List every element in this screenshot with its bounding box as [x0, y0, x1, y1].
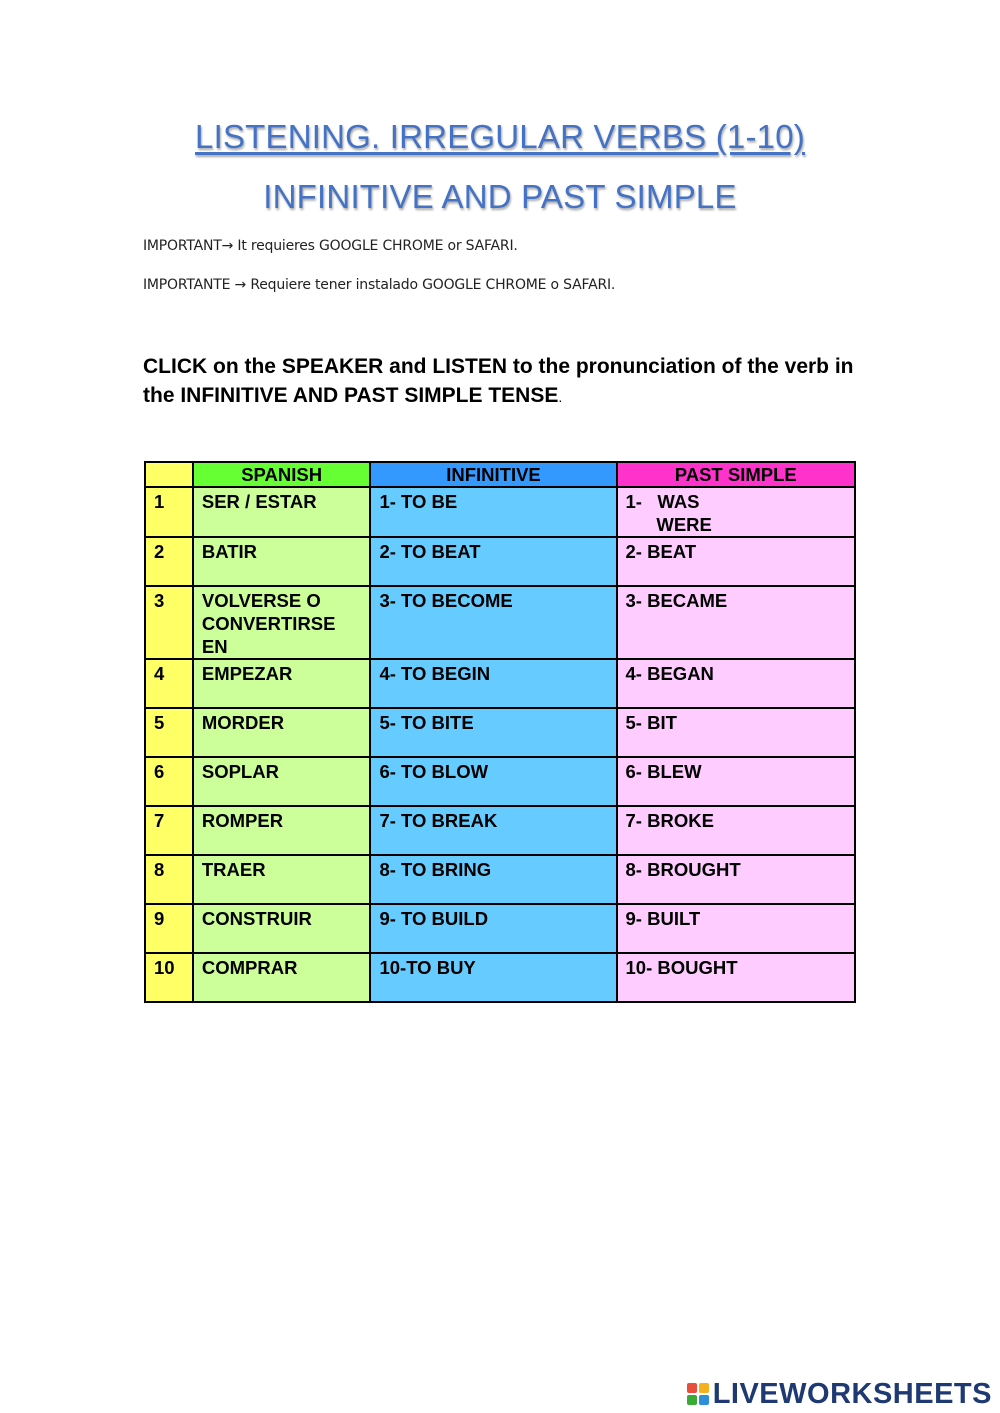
row-past-simple[interactable]: 10- BOUGHT	[617, 953, 855, 1002]
table-header-row	[145, 462, 855, 487]
row-past-simple[interactable]: 2- BEAT	[617, 537, 855, 586]
row-infinitive[interactable]: 5- TO BITE	[370, 708, 616, 757]
row-infinitive[interactable]: 7- TO BREAK	[370, 806, 616, 855]
row-spanish: CONSTRUIR	[193, 904, 371, 953]
row-past-simple[interactable]: 7- BROKE	[617, 806, 855, 855]
table-row	[145, 855, 855, 904]
row-infinitive[interactable]: 2- TO BEAT	[370, 537, 616, 586]
browser-note-spanish: IMPORTANTE → Requiere tener instalado GOOGLE CHROME o SAFARI.	[143, 277, 616, 293]
table-row	[145, 708, 855, 757]
row-spanish: SER / ESTAR	[193, 487, 371, 537]
row-spanish: BATIR	[193, 537, 371, 586]
row-number: 10	[145, 953, 193, 1002]
row-infinitive[interactable]: 4- TO BEGIN	[370, 659, 616, 708]
row-infinitive[interactable]: 1- TO BE	[370, 487, 616, 537]
row-past-simple[interactable]: 9- BUILT	[617, 904, 855, 953]
table-row	[145, 487, 855, 537]
page-title: LISTENING. IRREGULAR VERBS (1-10)	[195, 118, 805, 155]
liveworksheets-logo-text: LIVEWORKSHEETS	[712, 1377, 992, 1410]
header-spanish: SPANISH	[193, 462, 371, 487]
browser-note-english: IMPORTANT→ It requieres GOOGLE CHROME or SAFARI.	[143, 238, 518, 254]
row-spanish: MORDER	[193, 708, 371, 757]
instruction-body: CLICK on the SPEAKER and LISTEN to the pronunciation of the verb in the INFINITIVE AND PAST SIMPLE TENSE	[143, 355, 854, 407]
row-number: 3	[145, 586, 193, 659]
row-infinitive[interactable]: 10-TO BUY	[370, 953, 616, 1002]
row-past-simple[interactable]: 8- BROUGHT	[617, 855, 855, 904]
header-infinitive: INFINITIVE	[370, 462, 616, 487]
row-infinitive[interactable]: 9- TO BUILD	[370, 904, 616, 953]
row-number: 1	[145, 487, 193, 537]
row-number: 6	[145, 757, 193, 806]
table-row	[145, 586, 855, 659]
table-row	[145, 757, 855, 806]
row-spanish: SOPLAR	[193, 757, 371, 806]
table-row	[145, 953, 855, 1002]
instruction-end: .	[558, 389, 563, 405]
table-row	[145, 806, 855, 855]
row-number: 9	[145, 904, 193, 953]
row-number: 5	[145, 708, 193, 757]
row-spanish: TRAER	[193, 855, 371, 904]
instruction-text	[143, 352, 873, 412]
row-past-simple[interactable]: 5- BIT	[617, 708, 855, 757]
row-spanish: EMPEZAR	[193, 659, 371, 708]
header-past-simple: PAST SIMPLE	[617, 462, 855, 487]
table-row	[145, 904, 855, 953]
header-num	[145, 462, 193, 487]
row-past-simple[interactable]: 3- BECAME	[617, 586, 855, 659]
row-infinitive[interactable]: 6- TO BLOW	[370, 757, 616, 806]
row-number: 2	[145, 537, 193, 586]
verbs-table	[144, 461, 856, 1003]
row-spanish: COMPRAR	[193, 953, 371, 1002]
liveworksheets-logo-icon	[687, 1383, 709, 1405]
row-infinitive[interactable]: 8- TO BRING	[370, 855, 616, 904]
row-infinitive[interactable]: 3- TO BECOME	[370, 586, 616, 659]
row-spanish: VOLVERSE O CONVERTIRSE EN	[193, 586, 371, 659]
row-number: 4	[145, 659, 193, 708]
row-past-simple[interactable]: 1- WAS WERE	[617, 487, 855, 537]
row-past-simple[interactable]: 4- BEGAN	[617, 659, 855, 708]
row-past-simple[interactable]: 6- BLEW	[617, 757, 855, 806]
table-row	[145, 537, 855, 586]
liveworksheets-logo	[687, 1377, 992, 1411]
table-row	[145, 659, 855, 708]
row-number: 8	[145, 855, 193, 904]
row-spanish: ROMPER	[193, 806, 371, 855]
page-subtitle: INFINITIVE AND PAST SIMPLE	[263, 178, 737, 215]
row-number: 7	[145, 806, 193, 855]
